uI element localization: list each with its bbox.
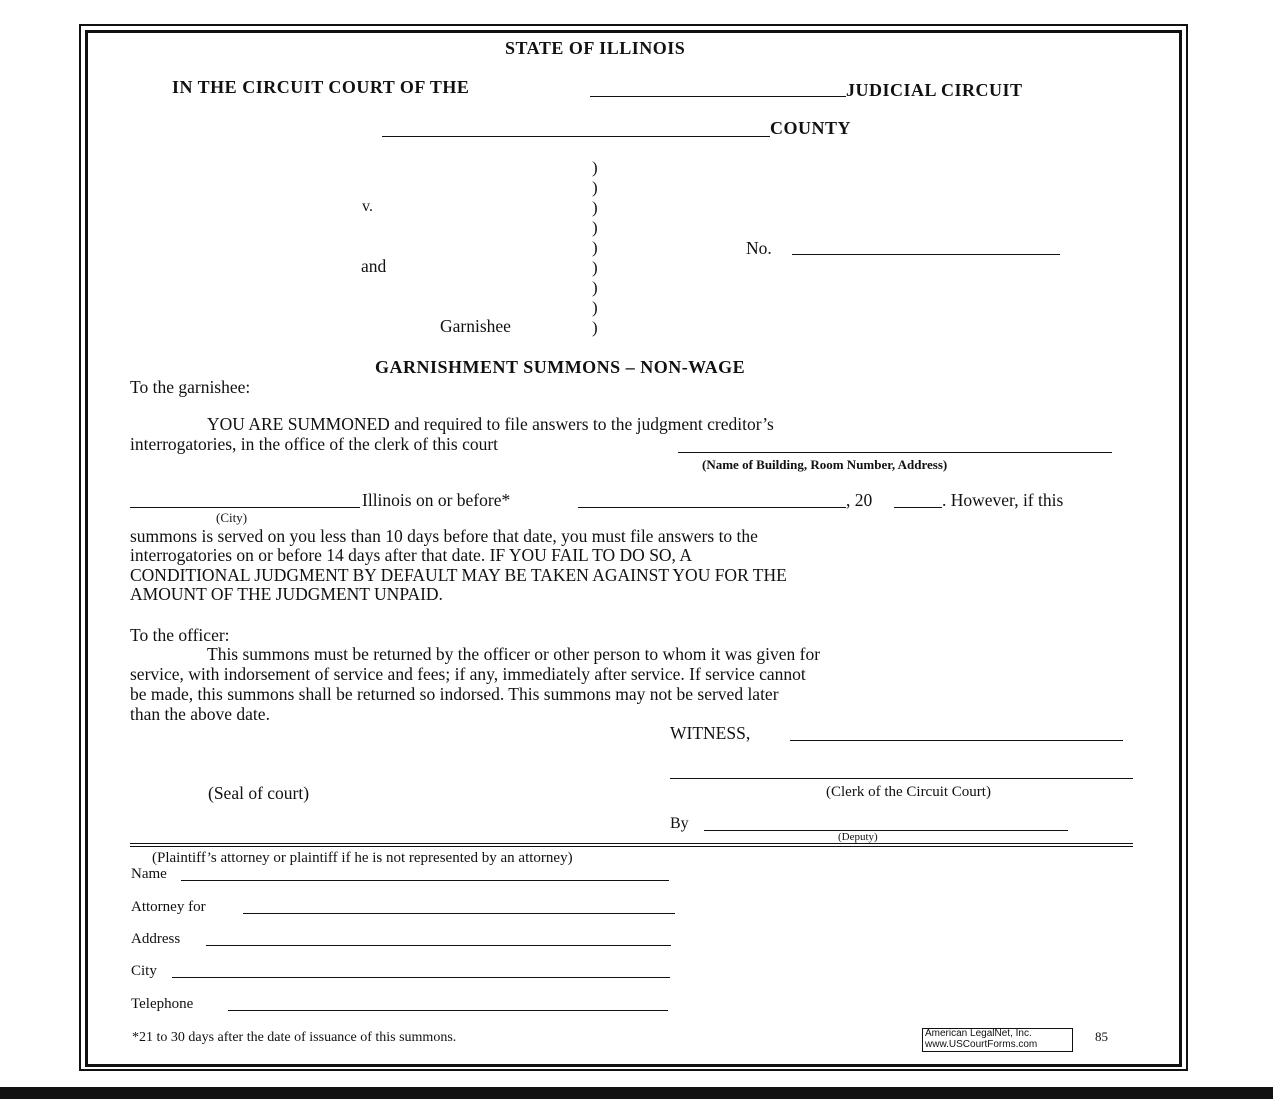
- illinois-before-label: Illinois on or before*: [362, 490, 511, 510]
- caption-paren: ): [592, 278, 598, 297]
- footnote: *21 to 30 days after the date of issuance of this summons.: [132, 1030, 457, 1045]
- separator-rule: [130, 843, 1133, 844]
- year-prefix: , 20: [846, 490, 873, 510]
- attorney-city-field[interactable]: [172, 977, 670, 978]
- document-title: GARNISHMENT SUMMONS – NON-WAGE: [375, 357, 746, 377]
- separator-rule: [130, 846, 1133, 847]
- summoned-line-2: interrogatories, in the office of the clerk of this court: [130, 434, 499, 454]
- attorney-address-label: Address: [131, 931, 181, 947]
- county-blank[interactable]: [382, 136, 770, 137]
- served-line-4: interrogatories on or before 14 days after that date. IF YOU FAIL TO DO SO, A: [130, 545, 692, 565]
- versus-label: v.: [362, 198, 373, 215]
- however-text: . However, if this: [942, 490, 1064, 510]
- case-number-label: No.: [746, 238, 772, 258]
- publisher-line-2: www.USCourtForms.com: [925, 1038, 1038, 1050]
- served-line-6: AMOUNT OF THE JUDGMENT UNPAID.: [130, 584, 443, 604]
- caption-paren: ): [592, 218, 598, 237]
- attorney-city-label: City: [131, 963, 157, 979]
- answer-date-blank[interactable]: [578, 507, 846, 508]
- garnishee-label: Garnishee: [440, 316, 511, 336]
- caption-paren: ): [592, 258, 598, 277]
- caption-paren: ): [592, 318, 598, 337]
- attorney-caption: (Plaintiff’s attorney or plaintiff if he is not represented by an attorney): [152, 850, 573, 866]
- clerk-address-blank[interactable]: [678, 452, 1112, 453]
- witness-label: WITNESS,: [670, 723, 751, 743]
- scan-edge-bar: [0, 1087, 1273, 1099]
- county-label: COUNTY: [770, 118, 852, 138]
- year-blank[interactable]: [894, 507, 942, 508]
- officer-line-2: service, with indorsement of service and fees; if any, immediately after service. If service cannot: [130, 664, 806, 684]
- court-heading-prefix: IN THE CIRCUIT COURT OF THE: [172, 77, 470, 97]
- deputy-signature-blank[interactable]: [704, 830, 1068, 831]
- officer-line-3: be made, this summons shall be returned so indorsed. This summons may not be served later: [130, 684, 779, 704]
- publisher-line-1: American LegalNet, Inc.: [925, 1028, 1032, 1039]
- court-heading-suffix: JUDICIAL CIRCUIT: [846, 80, 1023, 100]
- officer-line-4: than the above date.: [130, 704, 270, 724]
- caption-paren: ): [592, 238, 598, 257]
- summoned-line-1: YOU ARE SUMMONED and required to file answers to the judgment creditor’s: [207, 414, 774, 434]
- caption-paren: ): [592, 158, 598, 177]
- officer-salutation: To the officer:: [130, 625, 230, 645]
- case-number-blank[interactable]: [792, 254, 1060, 255]
- attorney-telephone-label: Telephone: [131, 996, 194, 1012]
- by-label: By: [670, 815, 689, 832]
- form-number: 85: [1095, 1029, 1108, 1044]
- attorney-name-label: Name: [131, 866, 167, 882]
- caption-paren: ): [592, 198, 598, 217]
- city-caption: (City): [216, 510, 248, 525]
- and-label: and: [361, 256, 387, 276]
- served-line-3: summons is served on you less than 10 days before that date, you must file answers to the: [130, 526, 758, 546]
- city-blank[interactable]: [130, 507, 360, 508]
- address-caption: (Name of Building, Room Number, Address): [702, 457, 948, 472]
- attorney-for-label: Attorney for: [131, 899, 206, 915]
- caption-paren: ): [592, 298, 598, 317]
- clerk-caption: (Clerk of the Circuit Court): [826, 784, 991, 800]
- caption-paren: ): [592, 178, 598, 197]
- clerk-signature-blank[interactable]: [670, 778, 1133, 779]
- deputy-caption: (Deputy): [838, 831, 878, 843]
- officer-line-1: This summons must be returned by the officer or other person to whom it was given for: [207, 644, 821, 664]
- attorney-address-field[interactable]: [206, 945, 671, 946]
- attorney-for-field[interactable]: [243, 913, 675, 914]
- attorney-telephone-field[interactable]: [228, 1010, 668, 1011]
- witness-blank[interactable]: [790, 740, 1123, 741]
- attorney-name-field[interactable]: [181, 880, 669, 881]
- garnishee-salutation: To the garnishee:: [130, 377, 251, 397]
- served-line-5: CONDITIONAL JUDGMENT BY DEFAULT MAY BE TAKEN AGAINST YOU FOR THE: [130, 565, 787, 585]
- judicial-circuit-blank[interactable]: [590, 96, 846, 97]
- seal-label: (Seal of court): [208, 783, 310, 803]
- state-heading: STATE OF ILLINOIS: [505, 38, 686, 58]
- publisher-box: [922, 1028, 1073, 1052]
